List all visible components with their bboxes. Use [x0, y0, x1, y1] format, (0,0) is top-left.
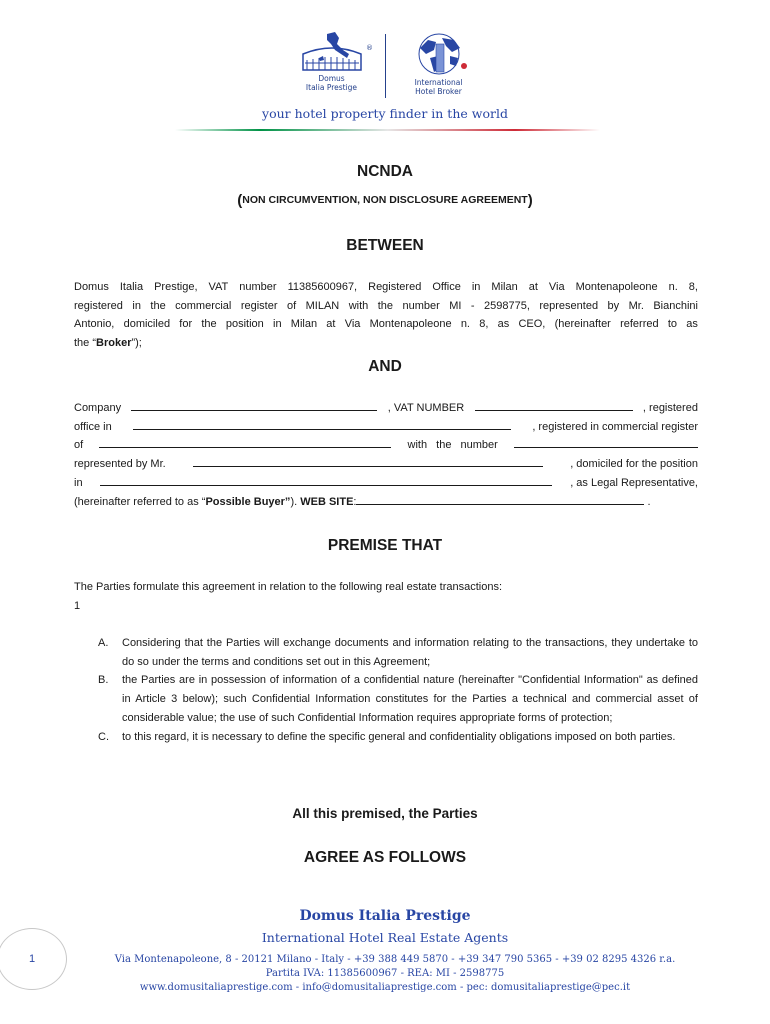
italian-flag-divider: [175, 129, 600, 131]
buyer-hereinafter: (hereinafter referred to as “: [74, 495, 206, 508]
word: Milan: [491, 281, 518, 293]
colosseum-italy-icon: [297, 30, 367, 74]
broker-term: Broker: [96, 337, 132, 350]
and-heading: AND: [368, 358, 402, 375]
tagline: your hotel property finder in the world: [262, 106, 508, 121]
website-colon: :: [353, 495, 357, 508]
word: at: [326, 318, 336, 331]
subtitle-text: NON CIRCUMVENTION, NON DISCLOSURE AGREEMENT: [242, 194, 528, 206]
word: the: [150, 299, 166, 312]
footer-tax-info: Partita IVA: 11385600967 - REA: MI - 2598775: [265, 968, 505, 979]
word: Registered: [368, 281, 422, 293]
word: domiciled: [123, 318, 171, 331]
domus-logo: [287, 30, 377, 92]
word: n.: [668, 281, 678, 293]
word: as: [686, 318, 698, 331]
buyer-of-label: of: [74, 439, 84, 452]
word: 8,: [688, 281, 698, 293]
word: Office: [432, 281, 461, 293]
word: 11385600967,: [287, 281, 358, 293]
buyer-line-1: [74, 399, 698, 418]
buyer-register-label: , registered in commercial register: [532, 420, 698, 433]
buyer-legal-rep-label: , as Legal Representative,: [570, 476, 698, 489]
website-blank-field[interactable]: [356, 493, 644, 505]
word: the: [201, 318, 217, 331]
word: in: [273, 318, 282, 331]
word: MILAN: [305, 299, 340, 312]
registered-mark: ®: [366, 44, 373, 52]
word: the: [377, 299, 393, 312]
word: Via: [548, 281, 565, 293]
representative-blank-field[interactable]: [193, 455, 543, 467]
word: Antonio,: [74, 318, 115, 331]
logo-row: [0, 30, 770, 98]
premise-number: 1: [74, 599, 81, 612]
buyer-office-label: office in: [74, 420, 112, 433]
word: in: [471, 281, 481, 293]
list-item-text: to this regard, it is necessary to define the specific general and confidentiality obligations imposed on both parties.: [122, 730, 676, 743]
list-item-text: the Parties are in possession of information of a confidential nature (hereinafter "Confidential Information" as defined in Article 3 below); such Confidential Information constitutes for the Parties a technical and commercial asset of considerable value; the use of such Confidential Information requires appropriate forms of protection;: [122, 674, 698, 724]
logo-divider: [385, 34, 386, 98]
between-heading: BETWEEN: [346, 237, 424, 254]
word: Montenapoleone: [575, 281, 658, 293]
list-item: [98, 671, 698, 727]
list-item: [98, 634, 698, 671]
broker-line-4-post: ”);: [131, 337, 142, 350]
buyer-line-2: [74, 418, 698, 437]
world-building-icon: [406, 30, 472, 78]
word: at: [528, 281, 538, 293]
list-marker: A.: [98, 637, 109, 649]
word: Milan: [290, 318, 318, 331]
word: position: [225, 318, 264, 331]
buyer-line-4: [74, 455, 698, 474]
list-marker: B.: [98, 674, 109, 687]
buyer-paragraph: [74, 399, 698, 511]
broker-line-2: [74, 297, 698, 316]
footer-address: Via Montenapoleone, 8 - 20121 Milano - Italy - +39 388 449 5870 - +39 347 790 5365 - +39 02 8295 4326 r.a.: [114, 954, 676, 965]
word: with: [348, 299, 369, 312]
word: Domus: [74, 281, 109, 293]
subtitle-close-paren: ): [527, 192, 533, 209]
list-item: [98, 728, 698, 747]
broker-line-3: [74, 315, 698, 334]
page-number: 1: [0, 928, 67, 990]
word: for: [179, 318, 193, 331]
logo-left-line1: Domus: [318, 74, 345, 83]
broker-line-4: [74, 334, 698, 353]
number-blank-field[interactable]: [514, 436, 698, 448]
word: Montenapoleone: [369, 318, 452, 331]
buyer-line-6: [74, 493, 698, 512]
word: Prestige,: [154, 281, 198, 293]
footer-subtitle: International Hotel Real Estate Agents: [261, 930, 509, 945]
buyer-line-3: [74, 436, 698, 455]
word: number: [402, 299, 440, 312]
word: registered: [74, 299, 123, 312]
premise-intro-text: The Parties formulate this agreement in relation to the following real estate transactions:: [74, 581, 503, 593]
word: to: [667, 318, 678, 331]
office-blank-field[interactable]: [133, 418, 511, 430]
word: represented: [539, 299, 599, 312]
premise-list: [98, 634, 698, 746]
word: number: [239, 281, 277, 293]
word: as: [497, 318, 510, 331]
word: Via: [344, 318, 361, 331]
logo-right-line1: International: [414, 78, 463, 87]
website-label: WEB SITE: [300, 495, 354, 508]
logo-right-line2: Hotel Broker: [415, 87, 462, 96]
word: referred: [620, 318, 659, 331]
subtitle-open-paren: (: [237, 192, 243, 209]
company-blank-field[interactable]: [131, 399, 377, 411]
word: n.: [460, 318, 470, 331]
footer-web-contacts: www.domusitaliaprestige.com - info@domusitaliaprestige.com - pec: domusitaliaprestige@pec.it: [139, 982, 631, 993]
word: 8,: [479, 318, 489, 331]
logo-left-line2: Italia Prestige: [305, 83, 358, 92]
footer-company-name: Domus Italia Prestige: [299, 908, 471, 924]
buyer-company-label: Company: [74, 402, 122, 414]
buyer-in-label: in: [74, 476, 83, 489]
premised-heading: All this premised, the Parties: [292, 806, 478, 821]
word: VAT: [208, 281, 229, 293]
word: CEO,: [518, 318, 546, 331]
word: Bianchini: [653, 299, 698, 312]
list-item-text: Considering that the Parties will exchange documents and information relating to the transactions, they undertake to do so under the terms and conditions set out in this Agreement;: [122, 637, 698, 668]
word: of: [286, 299, 297, 312]
possible-buyer-term: Possible Buyer”: [205, 495, 291, 508]
broker-line-4-pre: the “: [74, 337, 97, 350]
word: by: [607, 299, 620, 312]
document-subtitle: [0, 192, 770, 209]
buyer-represented-label: represented by Mr.: [74, 458, 166, 471]
buyer-line-5: [74, 474, 698, 493]
word: MI: [449, 299, 462, 312]
premise-heading: PREMISE THAT: [327, 537, 443, 554]
document-title: NCNDA: [357, 163, 413, 180]
letterhead: [0, 0, 770, 140]
list-marker: C.: [98, 730, 109, 743]
buyer-domiciled-label: , domiciled for the position: [570, 458, 698, 471]
word: -: [470, 299, 475, 312]
buyer-registered-label: , registered: [642, 402, 698, 414]
word: Italia: [119, 281, 144, 293]
hotel-broker-logo: [394, 30, 484, 96]
buyer-number-label: with the number: [407, 439, 498, 452]
vat-blank-field[interactable]: [475, 399, 633, 411]
buyer-close-paren: ).: [290, 495, 298, 508]
word: Mr.: [628, 299, 644, 312]
broker-line-1: [74, 278, 698, 297]
agree-heading: AGREE AS FOLLOWS: [303, 849, 467, 866]
premise-intro: [74, 578, 698, 615]
word: in: [132, 299, 141, 312]
buyer-vat-label: , VAT NUMBER: [387, 402, 465, 414]
word: 2598775,: [484, 299, 530, 312]
word: commercial: [175, 299, 232, 312]
domicile-blank-field[interactable]: [100, 474, 552, 486]
word: register: [240, 299, 278, 312]
register-blank-field[interactable]: [99, 436, 391, 448]
word: (hereinafter: [554, 318, 611, 331]
broker-paragraph: [74, 278, 698, 353]
buyer-final-period: .: [647, 495, 651, 508]
